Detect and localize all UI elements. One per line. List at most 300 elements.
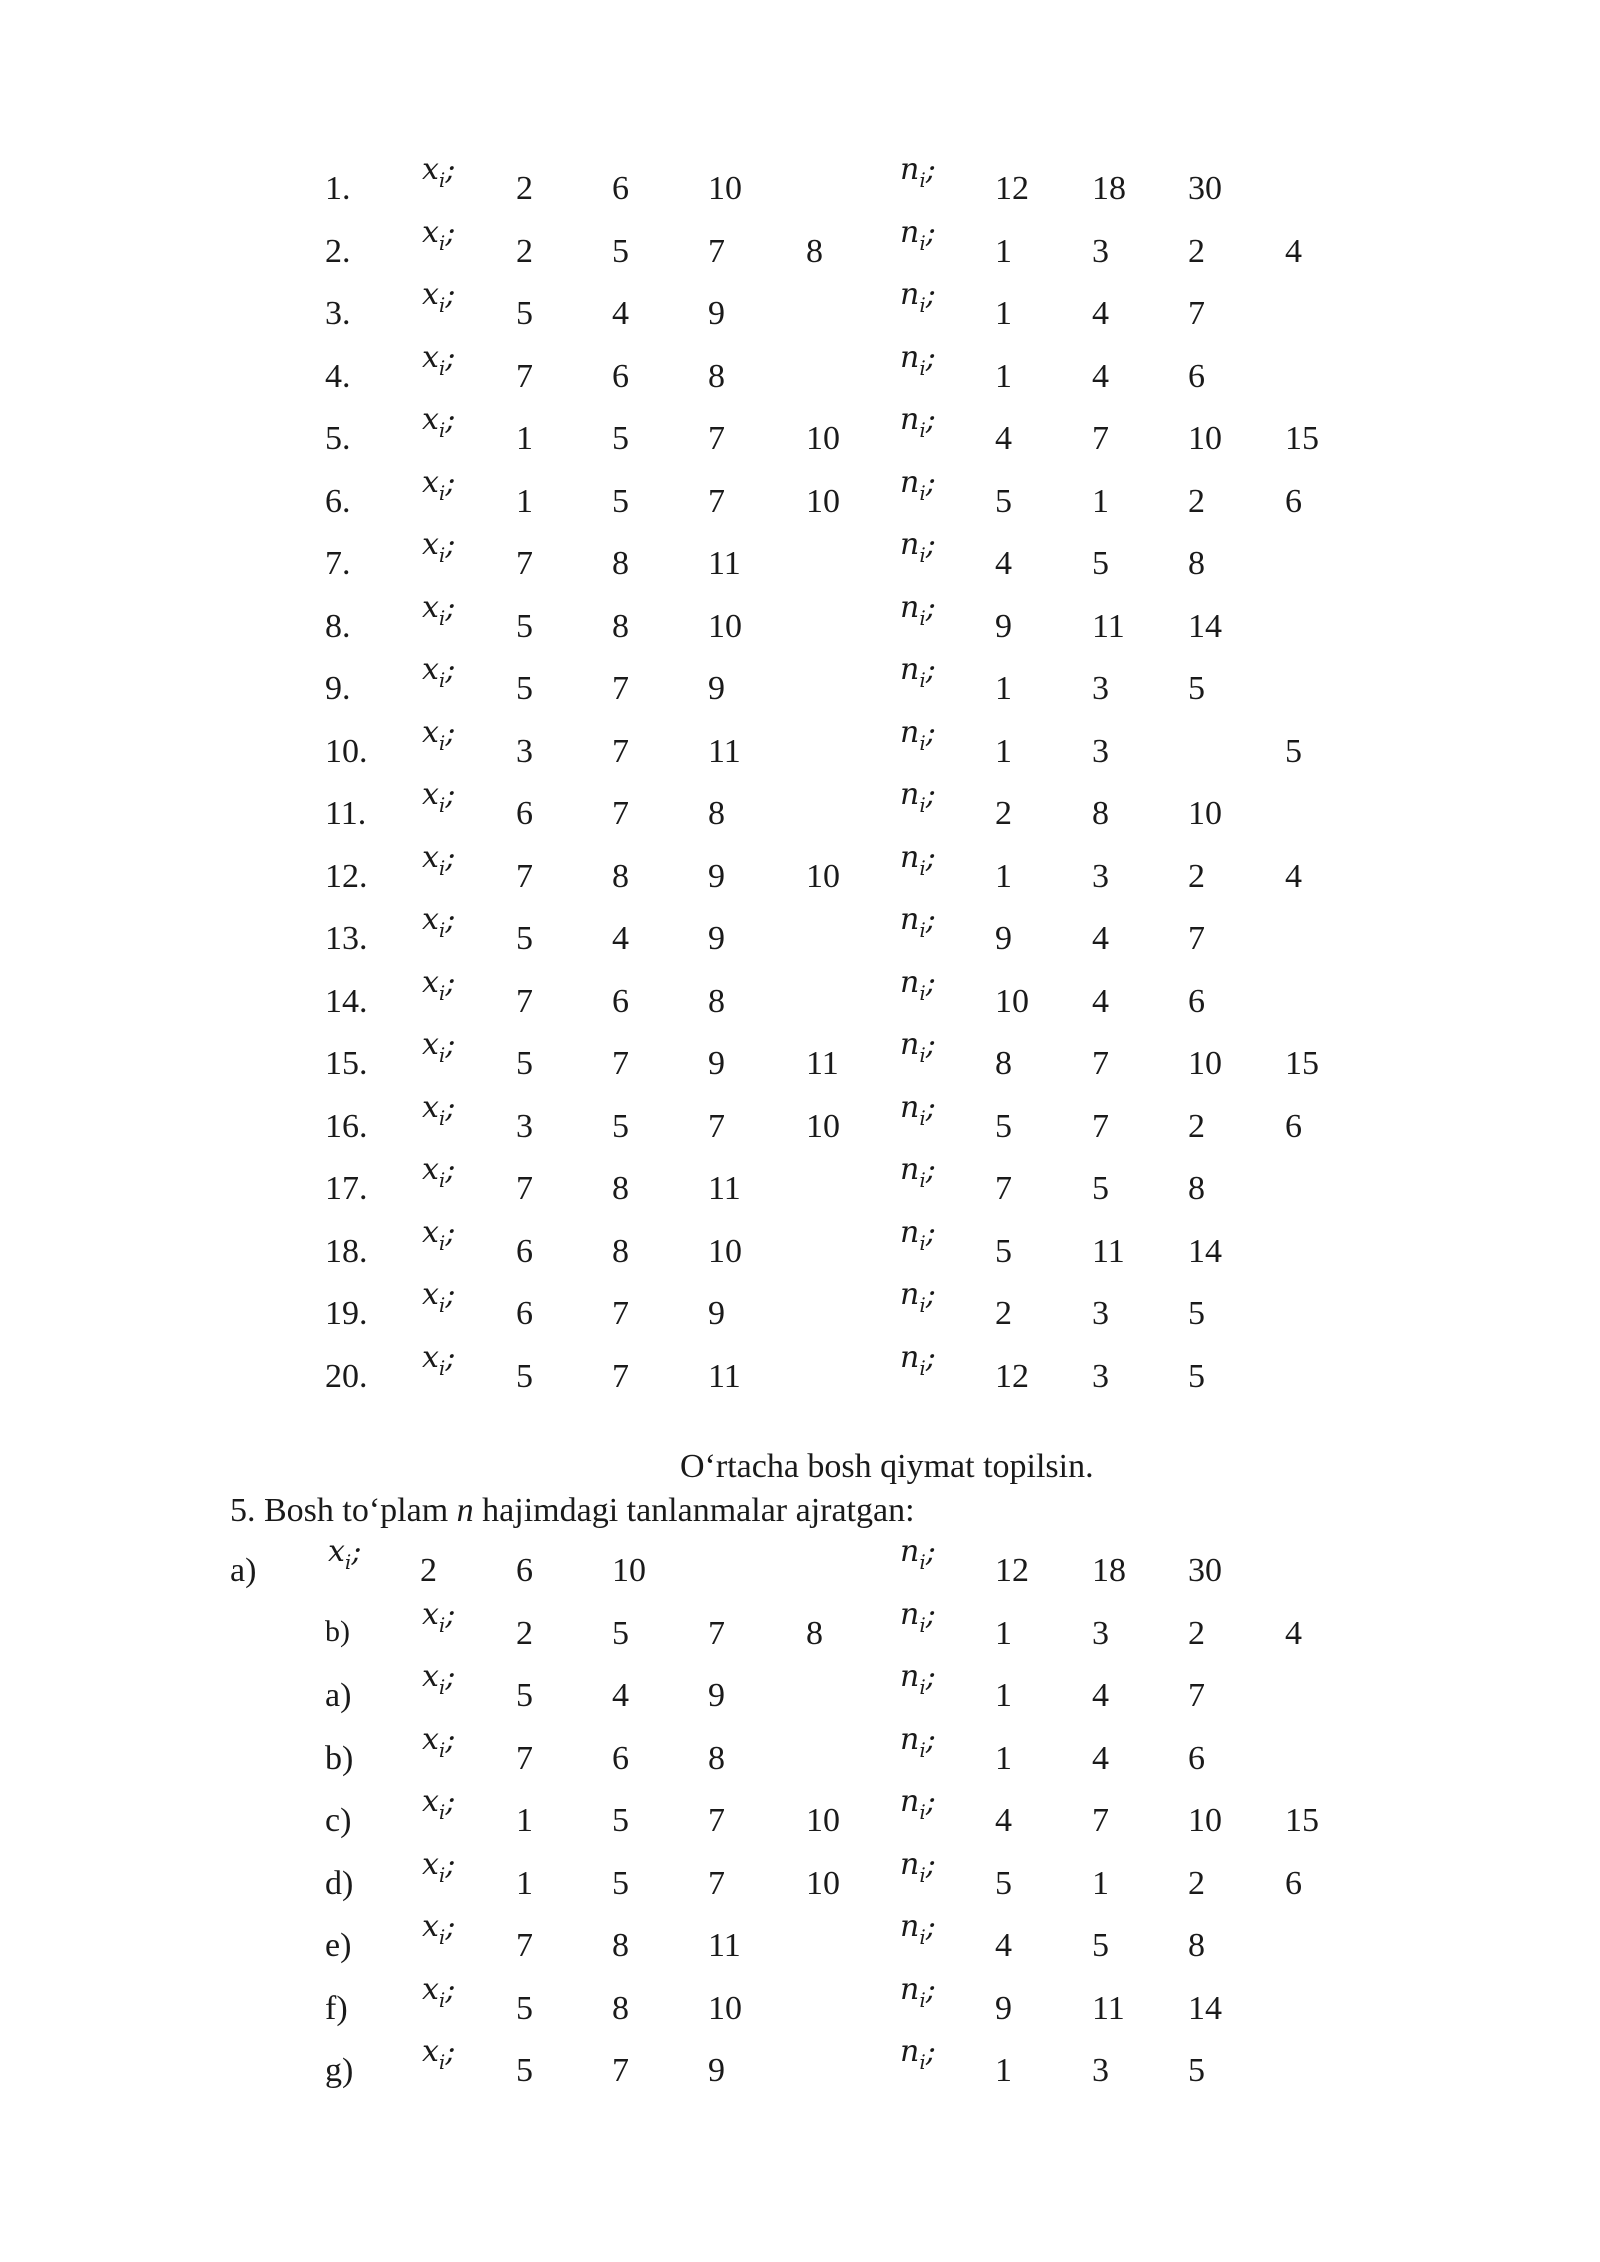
n-value: 5 xyxy=(995,1232,1012,1270)
n-value: 12 xyxy=(995,1357,1029,1395)
x-value: 8 xyxy=(612,607,629,645)
n-variable-label: $n_i$; xyxy=(900,1846,936,1887)
row-number: 14. xyxy=(325,982,368,1020)
n-value: 12 xyxy=(995,1552,1029,1589)
n-value: 4 xyxy=(1092,920,1109,957)
table-row xyxy=(0,902,1600,980)
x-variable-label: $x_i$; xyxy=(422,1596,456,1637)
n-value: 1 xyxy=(995,1614,1012,1652)
n-variable-label: $n_i$; xyxy=(900,589,936,630)
n-value: 9 xyxy=(995,607,1012,645)
n-variable-label: $n_i$; xyxy=(900,339,936,380)
x-value: 7 xyxy=(708,1864,725,1902)
x-value: 7 xyxy=(516,357,533,395)
n-value: 12 xyxy=(995,170,1029,207)
n-value: 3 xyxy=(1092,857,1109,895)
n-value: 15 xyxy=(1285,420,1319,457)
n-value: 10 xyxy=(1188,420,1222,457)
table-row xyxy=(0,464,1600,543)
n-value: 1 xyxy=(995,232,1012,270)
n-value: 4 xyxy=(1092,1677,1109,1714)
x-value: 9 xyxy=(708,1295,725,1332)
n-value: 5 xyxy=(1285,732,1302,770)
n-value: 2 xyxy=(1188,482,1205,520)
x-value: 10 xyxy=(806,482,840,520)
x-value: 7 xyxy=(612,670,629,707)
x-value: 1 xyxy=(516,482,533,520)
x-variable-label: $x_i$; xyxy=(422,277,456,317)
n-value: 2 xyxy=(1188,1614,1205,1652)
x-value: 7 xyxy=(612,1295,629,1332)
n-value: 3 xyxy=(1092,1357,1109,1395)
row-number: 4. xyxy=(325,357,351,395)
n-variable-label: $n_i$; xyxy=(900,1971,936,2012)
n-value: 6 xyxy=(1188,982,1205,1020)
n-value: 4 xyxy=(1092,1739,1109,1777)
n-value: 14 xyxy=(1188,1232,1222,1270)
n-value: 3 xyxy=(1092,2052,1109,2089)
n-value: 2 xyxy=(1188,232,1205,270)
row-label: g) xyxy=(325,2052,354,2089)
table-row xyxy=(0,589,1600,668)
n-value: 2 xyxy=(1188,1107,1205,1145)
x-value: 11 xyxy=(806,1045,839,1082)
table-row xyxy=(0,1784,1600,1862)
x-value: 11 xyxy=(708,1357,741,1395)
x-value: 3 xyxy=(516,1107,533,1145)
n-value: 5 xyxy=(1092,1927,1109,1964)
x-value: 8 xyxy=(612,857,629,895)
row-number: 19. xyxy=(325,1295,368,1332)
x-value: 6 xyxy=(516,1232,533,1270)
row-number: 12. xyxy=(325,857,368,895)
x-value: 6 xyxy=(516,795,533,832)
x-value: 8 xyxy=(708,1739,725,1777)
x-variable-label: $x_i$; xyxy=(422,527,456,567)
x-value: 7 xyxy=(708,420,725,457)
x-variable-label: $x_i$; xyxy=(422,652,456,692)
row-label: d) xyxy=(325,1864,354,1902)
table-row xyxy=(0,1152,1600,1230)
x-value: 8 xyxy=(612,1170,629,1207)
x-value: 7 xyxy=(516,982,533,1020)
task-5-var: n xyxy=(456,1492,474,1529)
x-value: 4 xyxy=(612,1677,629,1714)
n-value: 3 xyxy=(1092,732,1109,770)
x-value: 11 xyxy=(708,732,741,770)
x-value: 11 xyxy=(708,1927,741,1964)
row-label: f) xyxy=(325,1989,348,2027)
x-value: 7 xyxy=(708,232,725,270)
row-number: 13. xyxy=(325,920,368,957)
x-value: 7 xyxy=(708,1614,725,1652)
row-number: 3. xyxy=(325,295,351,332)
row-number: 10. xyxy=(325,732,368,770)
n-value: 1 xyxy=(995,732,1012,770)
n-variable-label: $n_i$; xyxy=(900,777,936,817)
x-value: 7 xyxy=(516,857,533,895)
n-value: 7 xyxy=(1092,420,1109,457)
x-variable-label: $x_i$; xyxy=(422,1089,456,1130)
x-value: 7 xyxy=(516,1739,533,1777)
row-label: e) xyxy=(325,1927,352,1964)
x-variable-label: $x_i$; xyxy=(422,1971,456,2012)
task-5-heading xyxy=(230,1492,915,1530)
n-value: 6 xyxy=(1285,482,1302,520)
n-value: 7 xyxy=(1188,1677,1205,1714)
x-variable-label: $x_i$; xyxy=(422,1339,456,1380)
n-value: 1 xyxy=(995,670,1012,707)
n-value: 4 xyxy=(1285,857,1302,895)
x-value: 5 xyxy=(612,420,629,457)
x-value: 3 xyxy=(516,732,533,770)
x-value: 7 xyxy=(612,1045,629,1082)
table-row xyxy=(0,1971,1600,2050)
x-value: 8 xyxy=(612,1232,629,1270)
n-variable-label: $n_i$; xyxy=(900,1721,936,1762)
x-value: 7 xyxy=(612,2052,629,2089)
n-value: 10 xyxy=(1188,795,1222,832)
table-row xyxy=(0,152,1600,230)
x-variable-label: $x_i$; xyxy=(422,839,456,880)
x-value: 10 xyxy=(708,1989,742,2027)
x-value: 5 xyxy=(612,1802,629,1839)
n-value: 2 xyxy=(1188,857,1205,895)
x-value: 2 xyxy=(516,1614,533,1652)
x-value: 8 xyxy=(806,1614,823,1652)
n-value: 15 xyxy=(1285,1045,1319,1082)
row-label: c) xyxy=(325,1802,352,1839)
x-value: 10 xyxy=(806,1802,840,1839)
x-value: 6 xyxy=(612,982,629,1020)
n-value: 4 xyxy=(1285,232,1302,270)
n-value: 8 xyxy=(1188,545,1205,582)
n-variable-label: $n_i$; xyxy=(900,902,936,942)
n-value: 7 xyxy=(1188,295,1205,332)
x-value: 9 xyxy=(708,857,725,895)
row-number: 18. xyxy=(325,1232,368,1270)
n-value: 4 xyxy=(1092,357,1109,395)
row-number: 16. xyxy=(325,1107,368,1145)
x-value: 9 xyxy=(708,920,725,957)
row-number: 2. xyxy=(325,232,351,270)
x-value: 5 xyxy=(612,1864,629,1902)
row-number: 17. xyxy=(325,1170,368,1207)
n-variable-label: $n_i$; xyxy=(900,402,936,442)
n-variable-label: $n_i$; xyxy=(900,1027,936,1067)
x-value: 10 xyxy=(708,607,742,645)
row-label: a) xyxy=(325,1677,352,1714)
x-value: 4 xyxy=(612,920,629,957)
x-variable-label: $x_i$; xyxy=(422,777,456,817)
n-value: 5 xyxy=(995,1107,1012,1145)
n-value: 11 xyxy=(1092,607,1125,645)
table-row xyxy=(0,652,1600,730)
x-value: 5 xyxy=(516,1357,533,1395)
n-value: 1 xyxy=(1092,1864,1109,1902)
n-value: 8 xyxy=(1188,1927,1205,1964)
x-value: 7 xyxy=(612,732,629,770)
n-variable-label: $n_i$; xyxy=(900,1152,936,1192)
x-value: 6 xyxy=(612,170,629,207)
x-value: 6 xyxy=(516,1295,533,1332)
n-value: 10 xyxy=(1188,1802,1222,1839)
row-number: 8. xyxy=(325,607,351,645)
x-value: 7 xyxy=(612,1357,629,1395)
n-value: 6 xyxy=(1285,1864,1302,1902)
table-row xyxy=(0,1214,1600,1293)
table-row xyxy=(0,839,1600,918)
n-value: 1 xyxy=(995,1677,1012,1714)
x-value: 8 xyxy=(708,982,725,1020)
n-value: 1 xyxy=(995,295,1012,332)
n-variable-label: $n_i$; xyxy=(900,839,936,880)
n-value: 3 xyxy=(1092,1614,1109,1652)
n-value: 5 xyxy=(1188,1357,1205,1395)
n-value: 8 xyxy=(1092,795,1109,832)
x-variable-label: $x_i$; xyxy=(422,2034,456,2074)
table-row xyxy=(0,714,1600,793)
x-value: 8 xyxy=(612,1927,629,1964)
x-value: 5 xyxy=(612,232,629,270)
x-value: 8 xyxy=(708,357,725,395)
table-row xyxy=(0,402,1600,480)
table-row xyxy=(0,777,1600,855)
x-variable-label: $x_i$; xyxy=(422,464,456,505)
n-variable-label: $n_i$; xyxy=(900,214,936,255)
x-value: 2 xyxy=(516,170,533,207)
x-value: 8 xyxy=(612,1989,629,2027)
x-value: 10 xyxy=(806,857,840,895)
row-label: b) xyxy=(325,1739,354,1777)
n-value: 1 xyxy=(995,1739,1012,1777)
n-variable-label: $n_i$; xyxy=(900,527,936,567)
n-value: 5 xyxy=(1188,1295,1205,1332)
x-variable-label: $x_i$; xyxy=(422,339,456,380)
row-number: 1. xyxy=(325,170,351,207)
table-row xyxy=(0,339,1600,418)
n-value: 7 xyxy=(1092,1107,1109,1145)
x-value: 1 xyxy=(516,1864,533,1902)
table-row xyxy=(0,1846,1600,1925)
n-value: 5 xyxy=(995,1864,1012,1902)
n-variable-label: $n_i$; xyxy=(900,1659,936,1699)
x-variable-label: $x_i$; xyxy=(422,1027,456,1067)
x-value: 11 xyxy=(708,1170,741,1207)
table-row xyxy=(0,964,1600,1043)
row-number: 7. xyxy=(325,545,351,582)
n-value: 30 xyxy=(1188,170,1222,207)
n-value: 4 xyxy=(995,1802,1012,1839)
n-value: 4 xyxy=(1285,1614,1302,1652)
n-value: 1 xyxy=(995,357,1012,395)
table-row xyxy=(0,1089,1600,1168)
x-value: 8 xyxy=(612,545,629,582)
x-variable-label: $x_i$; xyxy=(422,589,456,630)
table-row xyxy=(0,1659,1600,1737)
x-value: 7 xyxy=(516,545,533,582)
x-value: 5 xyxy=(516,2052,533,2089)
x-value: 7 xyxy=(708,1107,725,1145)
x-value: 5 xyxy=(612,1107,629,1145)
table-row xyxy=(0,527,1600,605)
x-value: 1 xyxy=(516,1802,533,1839)
n-value: 9 xyxy=(995,920,1012,957)
table-row xyxy=(0,2034,1600,2112)
x-value: 8 xyxy=(806,232,823,270)
n-value: 2 xyxy=(995,1295,1012,1332)
n-value: 5 xyxy=(1188,2052,1205,2089)
n-value: 14 xyxy=(1188,607,1222,645)
n-variable-label: $n_i$; xyxy=(900,1784,936,1824)
n-variable-label: $n_i$; xyxy=(900,277,936,317)
x-value: 6 xyxy=(612,357,629,395)
n-value: 7 xyxy=(1092,1802,1109,1839)
x-value: 5 xyxy=(612,482,629,520)
x-variable-label: $x_i$; xyxy=(422,402,456,442)
n-value: 3 xyxy=(1092,1295,1109,1332)
x-value: 6 xyxy=(612,1739,629,1777)
table-row xyxy=(0,1277,1600,1355)
x-value: 10 xyxy=(612,1552,646,1589)
x-value: 7 xyxy=(708,1802,725,1839)
x-value: 10 xyxy=(708,170,742,207)
x-value: 6 xyxy=(516,1552,533,1589)
x-value: 2 xyxy=(516,232,533,270)
n-value: 6 xyxy=(1188,357,1205,395)
table-row xyxy=(0,1909,1600,1987)
n-value: 4 xyxy=(1092,295,1109,332)
n-variable-label: $n_i$; xyxy=(900,1277,936,1317)
n-value: 15 xyxy=(1285,1802,1319,1839)
x-variable-label: $x_i$; xyxy=(422,1659,456,1699)
n-value: 11 xyxy=(1092,1989,1125,2027)
x-variable-label: $x_i$; xyxy=(422,1152,456,1192)
n-value: 2 xyxy=(995,795,1012,832)
n-value: 4 xyxy=(995,1927,1012,1964)
n-value: 6 xyxy=(1188,1739,1205,1777)
n-value: 1 xyxy=(995,2052,1012,2089)
x-variable-label: $x_i$; xyxy=(422,1846,456,1887)
n-variable-label: $n_i$; xyxy=(900,964,936,1005)
row-number: 5. xyxy=(325,420,351,457)
n-value: 10 xyxy=(1188,1045,1222,1082)
x-value: 10 xyxy=(806,420,840,457)
x-variable-label: $x_i$; xyxy=(422,902,456,942)
n-value: 7 xyxy=(995,1170,1012,1207)
n-variable-label: $n_i$; xyxy=(900,1909,936,1949)
x-value: 2 xyxy=(420,1552,437,1589)
n-variable-label: $n_i$; xyxy=(900,152,936,192)
table-row xyxy=(0,1534,1600,1612)
n-value: 4 xyxy=(995,545,1012,582)
x-value: 5 xyxy=(516,607,533,645)
x-value: 9 xyxy=(708,670,725,707)
x-variable-label: $x_i$; xyxy=(422,152,456,192)
n-variable-label: $n_i$; xyxy=(900,2034,936,2074)
n-value: 10 xyxy=(995,982,1029,1020)
x-variable-label: $x_i$; xyxy=(422,964,456,1005)
n-variable-label: $n_i$; xyxy=(900,714,936,755)
x-value: 7 xyxy=(612,795,629,832)
x-value: 5 xyxy=(612,1614,629,1652)
n-value: 11 xyxy=(1092,1232,1125,1270)
x-variable-label: $x_i$; xyxy=(422,714,456,755)
x-value: 9 xyxy=(708,2052,725,2089)
task-5-prefix: 5. Bosh to‘plam xyxy=(230,1492,457,1529)
row-label: a) xyxy=(230,1552,257,1589)
x-variable-label: $x_i$; xyxy=(422,1214,456,1255)
n-variable-label: $n_i$; xyxy=(900,1214,936,1255)
x-value: 7 xyxy=(516,1170,533,1207)
x-variable-label: $x_i$; xyxy=(422,1721,456,1762)
row-number: 9. xyxy=(325,670,351,707)
n-value: 30 xyxy=(1188,1552,1222,1589)
x-variable-label: $x_i$; xyxy=(422,1909,456,1949)
n-value: 1 xyxy=(1092,482,1109,520)
row-number: 20. xyxy=(325,1357,368,1395)
x-value: 8 xyxy=(708,795,725,832)
table-row xyxy=(0,277,1600,355)
x-value: 7 xyxy=(516,1927,533,1964)
table-row xyxy=(0,1596,1600,1675)
n-value: 7 xyxy=(1092,1045,1109,1082)
row-label: b) xyxy=(325,1614,350,1648)
n-value: 3 xyxy=(1092,232,1109,270)
n-value: 4 xyxy=(995,420,1012,457)
n-value: 1 xyxy=(995,857,1012,895)
x-value: 5 xyxy=(516,1677,533,1714)
n-value: 8 xyxy=(1188,1170,1205,1207)
x-value: 11 xyxy=(708,545,741,582)
n-value: 7 xyxy=(1188,920,1205,957)
n-value: 5 xyxy=(1092,1170,1109,1207)
x-value: 5 xyxy=(516,1989,533,2027)
task-5-suffix: hajimdagi tanlanmalar ajratgan: xyxy=(473,1492,915,1529)
n-value: 2 xyxy=(1188,1864,1205,1902)
x-value: 10 xyxy=(806,1864,840,1902)
n-variable-label: $n_i$; xyxy=(900,1534,936,1574)
x-value: 5 xyxy=(516,920,533,957)
x-variable-label: $x_i$; xyxy=(422,214,456,255)
x-value: 9 xyxy=(708,295,725,332)
x-variable-label: $x_i$; xyxy=(328,1534,362,1574)
row-number: 11. xyxy=(325,795,367,832)
n-variable-label: $n_i$; xyxy=(900,1596,936,1637)
n-value: 9 xyxy=(995,1989,1012,2027)
n-value: 5 xyxy=(1188,670,1205,707)
x-value: 10 xyxy=(806,1107,840,1145)
row-number: 15. xyxy=(325,1045,368,1082)
x-variable-label: $x_i$; xyxy=(422,1277,456,1317)
x-value: 7 xyxy=(708,482,725,520)
table-row xyxy=(0,1027,1600,1105)
n-variable-label: $n_i$; xyxy=(900,1339,936,1380)
n-variable-label: $n_i$; xyxy=(900,1089,936,1130)
n-value: 6 xyxy=(1285,1107,1302,1145)
n-value: 5 xyxy=(1092,545,1109,582)
x-value: 5 xyxy=(516,670,533,707)
n-value: 3 xyxy=(1092,670,1109,707)
x-value: 4 xyxy=(612,295,629,332)
table-row xyxy=(0,214,1600,293)
x-value: 9 xyxy=(708,1045,725,1082)
table-row xyxy=(0,1721,1600,1800)
n-value: 18 xyxy=(1092,1552,1126,1589)
x-value: 5 xyxy=(516,1045,533,1082)
x-value: 9 xyxy=(708,1677,725,1714)
n-value: 8 xyxy=(995,1045,1012,1082)
